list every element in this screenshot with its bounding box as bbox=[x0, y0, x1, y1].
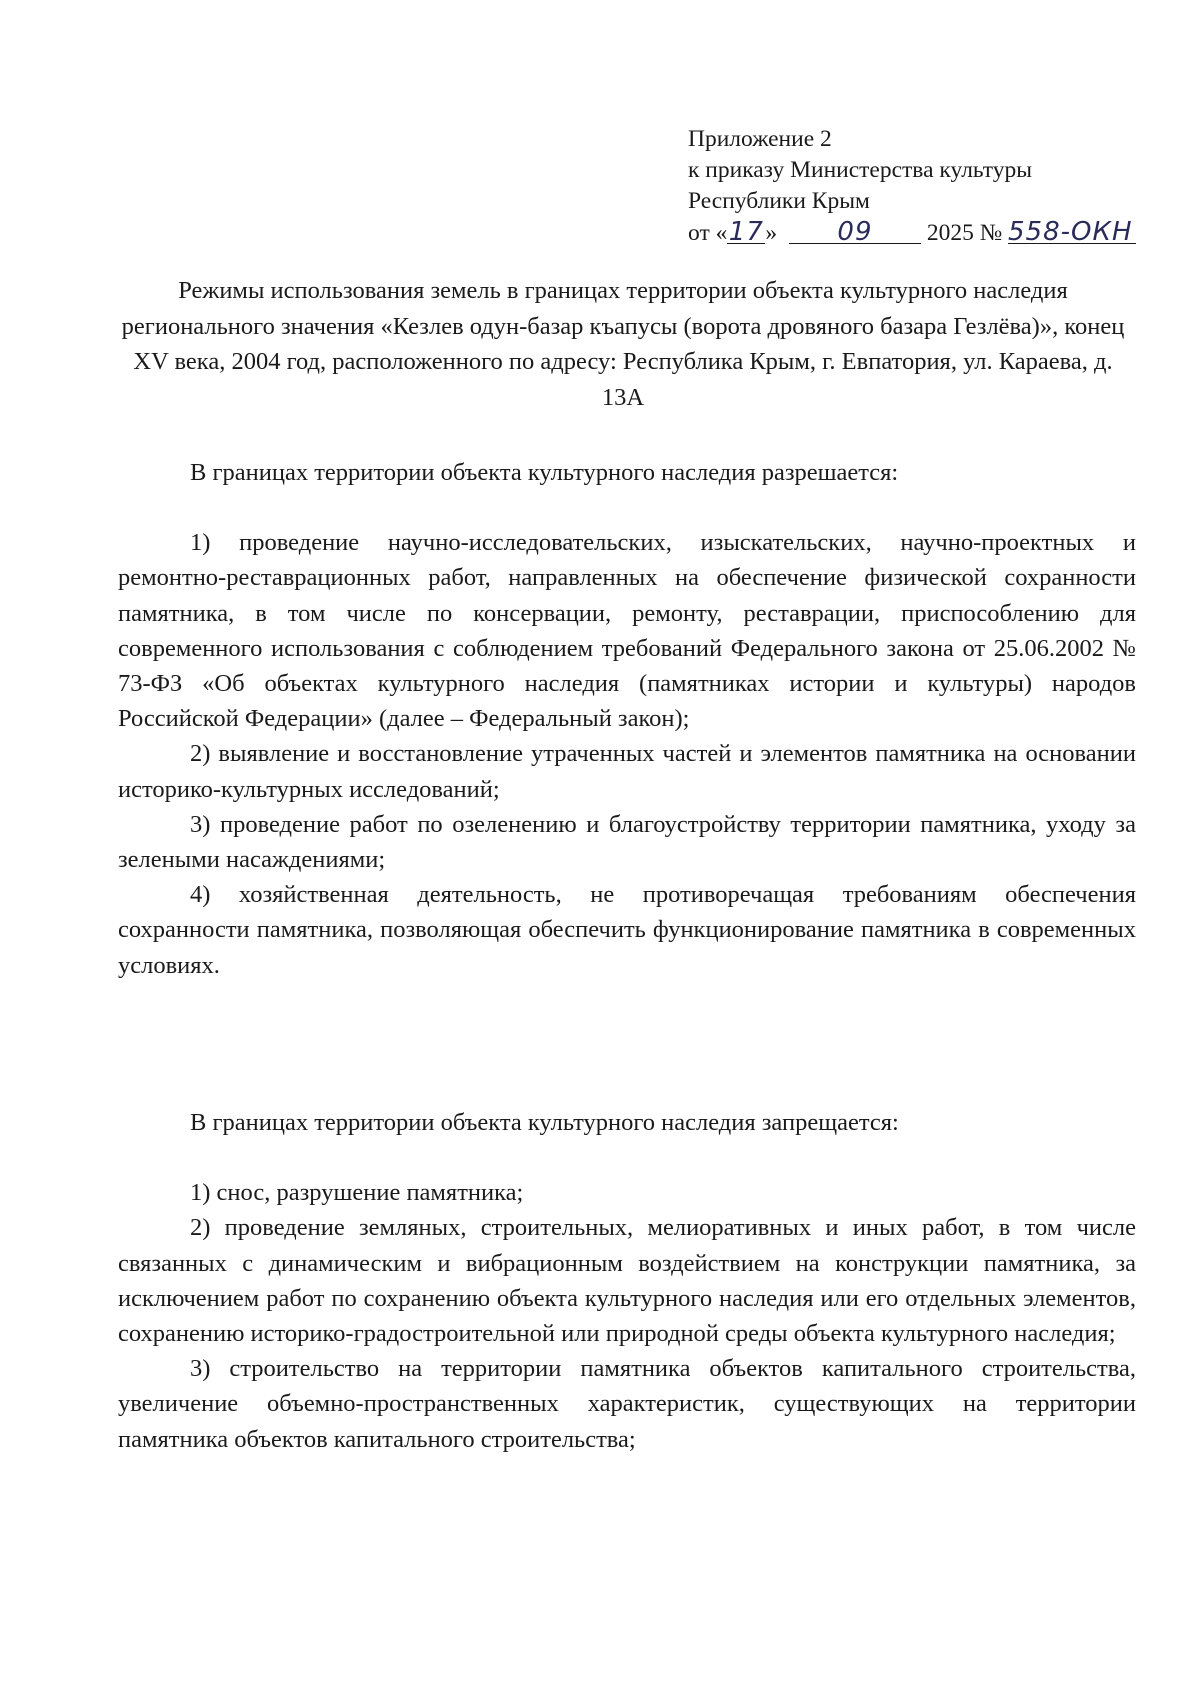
date-mid: » bbox=[765, 220, 778, 246]
number-handwritten: 558-ОКН bbox=[1008, 217, 1133, 247]
forbidden-item: 1) снос, разрушение памятника; bbox=[190, 1179, 524, 1207]
date-prefix: от « bbox=[688, 220, 728, 246]
appendix-label: Приложение 2 bbox=[688, 126, 832, 152]
allowed-item: 1) проведение научно-исследовательских, изыскательских, научно-проектных и ремонтно-реставрационных работ, направленных на обеспечение физической сохранности памятника, в том числе по консервации, ремонту, реставрации, приспособлению для современного использования с соблюдением требований Федерального закона от 25.06.2002 № 73-ФЗ «Об объектах культурного наследия (памятниках истории и культуры) народов Российской Федерации» (далее – Федеральный закон); bbox=[118, 529, 1136, 733]
document-title: Режимы использования земель в границах территории объекта культурного наследия регионального значения «Кезлев одун-базар къапусы (ворота дровяного базара Гезлёва)», конец XV века, 2004 год, расположенного по адресу: Республика Крым, г. Евпатория, ул. Караева, д. 13А bbox=[121, 277, 1125, 411]
order-reference: к приказу Министерства культуры bbox=[688, 157, 1032, 183]
appendix-header bbox=[688, 124, 1168, 248]
forbidden-section bbox=[118, 1105, 1136, 1457]
order-date-line bbox=[688, 217, 1168, 248]
month-handwritten: 09 bbox=[837, 217, 873, 247]
ministry-region: Республики Крым bbox=[688, 188, 870, 214]
allowed-item: 4) хозяйственная деятельность, не противоречащая требованиям обеспечения сохранности памятника, позволяющая обеспечить функционирование памятника в современных условиях. bbox=[118, 881, 1136, 979]
day-handwritten: 17 bbox=[728, 217, 764, 247]
allowed-section bbox=[118, 455, 1136, 983]
forbidden-item: 3) строительство на территории памятника объектов капитального строительства, увеличение объемно-пространственных характеристик, существующих на территории памятника объектов капитального строительства; bbox=[118, 1355, 1136, 1453]
allowed-item: 3) проведение работ по озеленению и благоустройству территории памятника, уходу за зелеными насаждениями; bbox=[118, 810, 1136, 874]
allowed-heading: В границах территории объекта культурного наследия разрешается: bbox=[190, 459, 899, 486]
year-number-label: 2025 № bbox=[926, 220, 1003, 246]
allowed-item: 2) выявление и восстановление утраченных частей и элементов памятника на основании историко-культурных исследований; bbox=[118, 740, 1136, 803]
forbidden-heading: В границах территории объекта культурного наследия запрещается: bbox=[190, 1109, 899, 1136]
forbidden-item: 2) проведение земляных, строительных, мелиоративных и иных работ, в том числе связанных с динамическим и вибрационным воздействием на конструкции памятника, за исключением работ по сохранению объекта культурного наследия или его отдельных элементов, сохранению историко-градостроительной или природной среды объекта культурного наследия; bbox=[118, 1214, 1136, 1348]
month-field bbox=[789, 217, 921, 247]
day-field bbox=[727, 217, 765, 247]
number-field bbox=[1008, 217, 1136, 247]
